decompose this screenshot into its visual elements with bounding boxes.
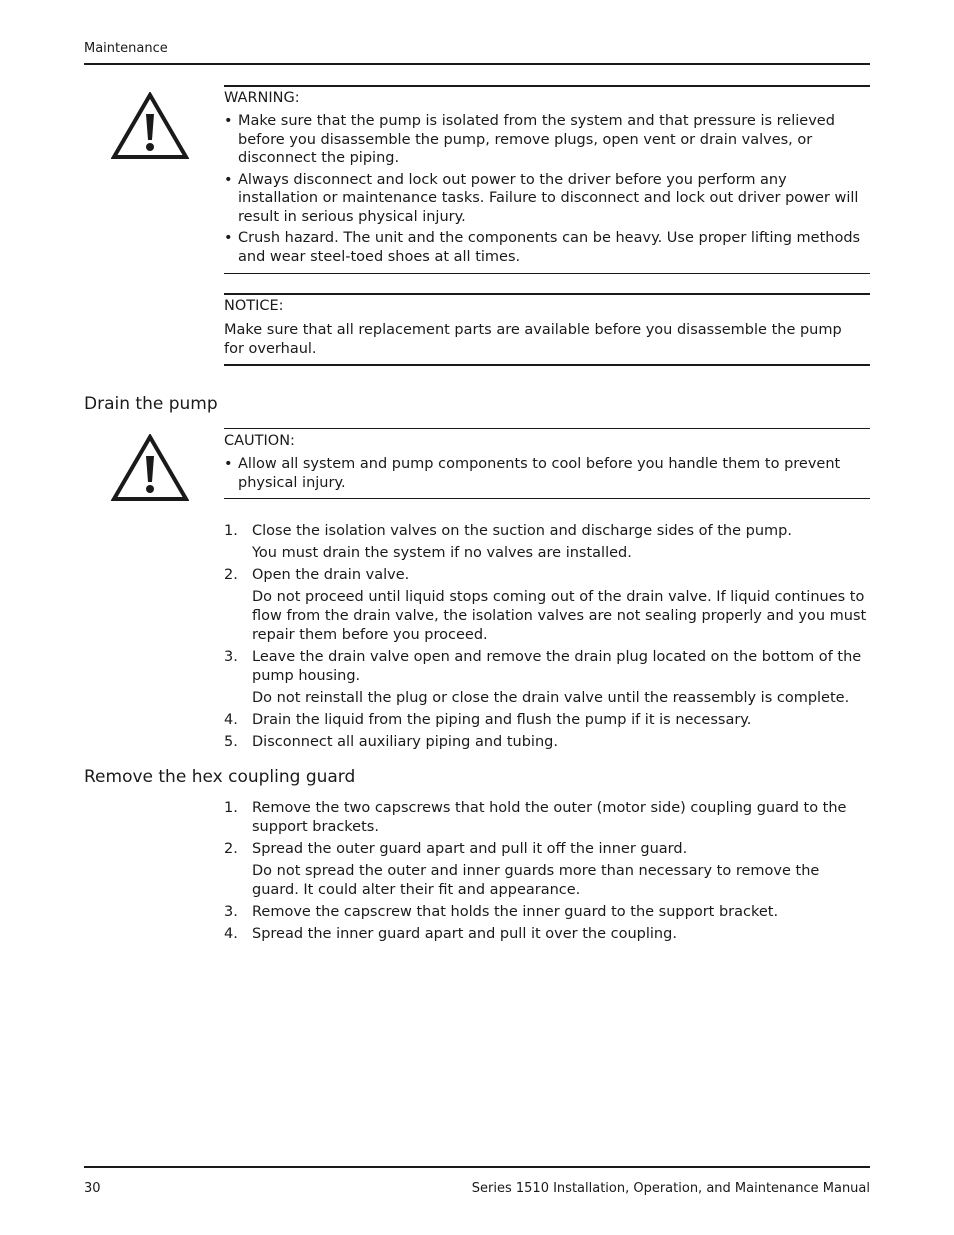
coupling-step: [224, 840, 870, 900]
step-number: 2.: [224, 567, 238, 583]
drain-step: [224, 522, 870, 563]
page-number: 30: [84, 1181, 101, 1196]
warning-label: WARNING:: [224, 90, 300, 106]
step-text: Disconnect all auxiliary piping and tubing.: [252, 734, 558, 750]
caution-item: • Allow all system and pump components to cool before you handle them to prevent physical injury.: [224, 455, 870, 492]
step-text: Spread the outer guard apart and pull it off the inner guard.: [252, 841, 688, 857]
step-number: 4.: [224, 712, 238, 728]
drain-step: [224, 711, 870, 730]
step-number: 3.: [224, 649, 238, 665]
step-number: 3.: [224, 904, 238, 920]
drain-steps: [224, 522, 870, 755]
manual-title: Series 1510 Installation, Operation, and Maintenance Manual: [471, 1181, 870, 1196]
coupling-step: [224, 903, 870, 922]
step-text: Remove the capscrew that holds the inner guard to the support bracket.: [252, 904, 779, 920]
warning-item: • Crush hazard. The unit and the components can be heavy. Use proper lifting methods and wear steel-toed shoes at all times.: [224, 229, 870, 266]
step-note: Do not reinstall the plug or close the drain valve until the reassembly is complete.: [252, 690, 850, 706]
warning-list: [224, 112, 870, 269]
notice-text: Make sure that all replacement parts are available before you disassemble the pump for overhaul.: [224, 322, 842, 357]
notice-top-rule: [224, 293, 870, 295]
step-text: Leave the drain valve open and remove the drain plug located on the bottom of the pump housing.: [252, 649, 862, 684]
notice-bottom-rule: [224, 364, 870, 366]
coupling-steps: [224, 799, 870, 947]
caution-bottom-rule: [224, 498, 870, 499]
drain-step: [224, 733, 870, 752]
drain-step: [224, 648, 870, 708]
step-text: Spread the inner guard apart and pull it over the coupling.: [252, 926, 677, 942]
warning-triangle-icon: [111, 92, 189, 160]
step-note: Do not proceed until liquid stops coming out of the drain valve. If liquid continues to flow from the drain valve, the isolation valves are not sealing properly and you must repair them before you proceed.: [252, 589, 867, 643]
step-number: 1.: [224, 800, 238, 816]
caution-list: [224, 455, 870, 495]
drain-step: [224, 566, 870, 645]
caution-top-rule: [224, 428, 870, 429]
coupling-step: [224, 925, 870, 944]
caution-triangle-icon: [111, 434, 189, 502]
step-number: 4.: [224, 926, 238, 942]
header-rule: [84, 63, 870, 65]
step-number: 5.: [224, 734, 238, 750]
running-header: Maintenance: [84, 41, 168, 56]
caution-label: CAUTION:: [224, 433, 295, 449]
warning-item: • Make sure that the pump is isolated from the system and that pressure is relieved before you disassemble the pump, remove plugs, open vent or drain valves, or disconnect the piping.: [224, 112, 870, 168]
warning-top-rule: [224, 85, 870, 87]
warning-bottom-rule: [224, 273, 870, 274]
step-text: Open the drain valve.: [252, 567, 410, 583]
step-text: Drain the liquid from the piping and flush the pump if it is necessary.: [252, 712, 752, 728]
step-note: Do not spread the outer and inner guards more than necessary to remove the guard. It could alter their fit and appearance.: [252, 863, 820, 898]
step-text: Remove the two capscrews that hold the outer (motor side) coupling guard to the support brackets.: [252, 800, 847, 835]
section-heading-drain: Drain the pump: [84, 394, 218, 414]
section-heading-coupling: Remove the hex coupling guard: [84, 767, 356, 787]
step-note: You must drain the system if no valves are installed.: [252, 545, 632, 561]
step-number: 2.: [224, 841, 238, 857]
warning-item: • Always disconnect and lock out power to the driver before you perform any installation or maintenance tasks. Failure to disconnect and lock out driver power will result in serious physical injury.: [224, 171, 870, 227]
coupling-step: [224, 799, 870, 837]
notice-label: NOTICE:: [224, 298, 284, 314]
step-number: 1.: [224, 523, 238, 539]
footer-rule: [84, 1166, 870, 1168]
step-text: Close the isolation valves on the suction and discharge sides of the pump.: [252, 523, 792, 539]
